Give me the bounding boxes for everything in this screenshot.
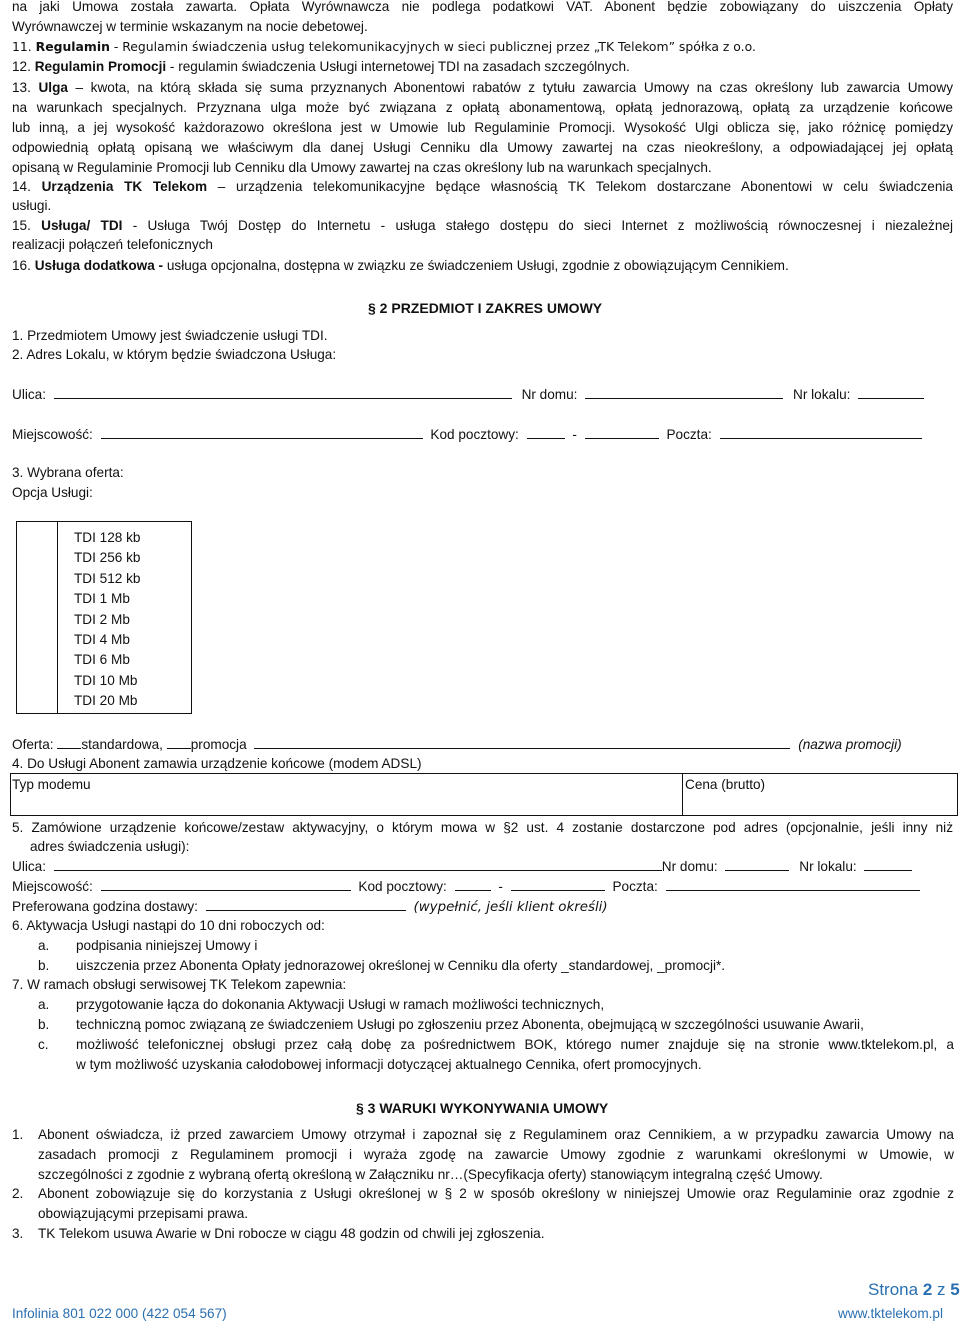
section-3-point-2-line-1: Abonent zobowiązuje się do korzystania z Usługi określonej w § 2 w sposób określony w niniejszej Umowie oraz Regulaminie oraz zgodnie z bbox=[38, 1186, 954, 1201]
section-3-point-2-line-2: obowiązującymi przepisami prawa. bbox=[38, 1206, 249, 1221]
modem-table-divider bbox=[682, 773, 683, 816]
section-3-point-2-number: 2. bbox=[12, 1186, 24, 1201]
definition-continuation-line-2: Wyrównawczej w terminie wskazanym na nocie debetowej. bbox=[12, 19, 368, 34]
house-number-field[interactable] bbox=[585, 385, 783, 399]
definition-14-line-2: usługi. bbox=[12, 198, 52, 213]
service-option: TDI 2 Mb bbox=[74, 611, 130, 627]
street-field[interactable] bbox=[54, 385, 512, 399]
website-link[interactable]: www.tktelekom.pl bbox=[838, 1306, 944, 1321]
definition-12: 12. Regulamin Promocji - regulamin świadczenia Usługi internetowej TDI na zasadach szczególnych. bbox=[12, 59, 630, 74]
point-6a-letter: a. bbox=[38, 938, 50, 953]
service-option: TDI 6 Mb bbox=[74, 652, 130, 668]
hotline: Infolinia 801 022 000 (422 054 567) bbox=[12, 1306, 227, 1321]
section-2-point-1: 1. Przedmiotem Umowy jest świadczenie usługi TDI. bbox=[12, 328, 328, 343]
section-3-point-1-line-1: Abonent oświadcza, iż przed zawarciem Umowy otrzymał i zapoznał się z Regulaminem oraz Cennikiem, a w przypadku zawarcia Umowy na bbox=[38, 1127, 954, 1142]
section-2-heading: § 2 PRZEDMIOT I ZAKRES UMOWY bbox=[368, 300, 603, 316]
point-7b: techniczną pomoc związaną ze świadczeniem Usługi po zgłoszeniu przez Abonenta, obejmującą w szczególności usuwanie Awarii, bbox=[76, 1017, 864, 1032]
definition-13-line-3: lub inną, a jej wysokość każdorazowo określona jest w Umowie lub Regulaminie Promocji. Wysokość Ulgi oblicza się, jako różnicę pomiędzy bbox=[12, 120, 953, 135]
offer-standard-label: standardowa, bbox=[81, 737, 167, 752]
point-6b-letter: b. bbox=[38, 958, 50, 973]
post-office-field[interactable] bbox=[720, 425, 922, 439]
section-3-point-1-line-3: szczególności z zgodnie z wybraną ofertą określoną w Załączniku nr…(Specyfikacja oferty) stanowiącym integralną część Umowy. bbox=[38, 1167, 823, 1182]
point-6b: uiszczenia przez Abonenta Opłaty jednorazowej określonej w Cenniku dla oferty _standardowej, _promocji*. bbox=[76, 958, 726, 973]
section-2-point-2: 2. Adres Lokalu, w którym będzie świadczona Usługa: bbox=[12, 347, 337, 362]
definition-15-line-1: 15. Usługa/ TDI - Usługa Twój Dostęp do Internetu - usługa stałego dostępu do sieci Internet z możliwością równoczesnej i niezależnej bbox=[12, 218, 953, 233]
delivery-city-label: Miejscowość: bbox=[12, 879, 93, 894]
postal-code-label: Kod pocztowy: bbox=[430, 427, 519, 442]
delivery-post-office-label: Poczta: bbox=[612, 879, 658, 894]
delivery-postal-code-label: Kod pocztowy: bbox=[358, 879, 447, 894]
point-6a: podpisania niniejszej Umowy i bbox=[76, 938, 258, 953]
service-option: TDI 256 kb bbox=[74, 550, 141, 566]
street-label: Ulica: bbox=[12, 387, 46, 402]
delivery-street-field[interactable] bbox=[54, 857, 662, 871]
house-number-label: Nr domu: bbox=[521, 387, 578, 402]
definition-continuation-line-1: na jaki Umowa została zawarta. Opłata Wyrównawcza nie podlega podatkowi VAT. Abonent będzie zobowiązany do uiszczenia Opłaty bbox=[12, 0, 953, 14]
section-3-point-3: TK Telekom usuwa Awarie w Dni robocze w ciągu 48 godzin od chwili jej zgłoszenia. bbox=[38, 1226, 545, 1241]
point-7b-letter: b. bbox=[38, 1017, 50, 1032]
promo-name-hint: (nazwa promocji) bbox=[798, 737, 902, 752]
delivery-postal-code-dash: - bbox=[498, 879, 503, 894]
service-option-label: Opcja Usługi: bbox=[12, 485, 93, 500]
delivery-apartment-field[interactable] bbox=[864, 857, 912, 871]
offer-label: Oferta: bbox=[12, 737, 58, 752]
service-options-list bbox=[74, 528, 141, 712]
delivery-house-number-label: Nr domu: bbox=[661, 859, 718, 874]
section-3-point-1-line-2: zasadach promocji z Regulaminem promocji i wyraża zgodę na zawarcie Umowy zgodnie z warunkami określonymi w Umowie, w bbox=[38, 1147, 954, 1162]
postal-code-dash: - bbox=[572, 427, 577, 442]
delivery-street-label: Ulica: bbox=[12, 859, 46, 874]
section-2-point-6: 6. Aktywacja Usługi nastąpi do 10 dni roboczych od: bbox=[12, 918, 325, 933]
post-office-label: Poczta: bbox=[666, 427, 712, 442]
delivery-address-street-row bbox=[12, 857, 912, 877]
service-option: TDI 512 kb bbox=[74, 570, 141, 586]
modem-table bbox=[10, 773, 958, 816]
section-2-point-3: 3. Wybrana oferta: bbox=[12, 465, 124, 480]
postal-code-field-2[interactable] bbox=[585, 425, 659, 439]
apartment-number-label: Nr lokalu: bbox=[793, 387, 851, 402]
modem-type-cell[interactable]: Typ modemu bbox=[12, 777, 91, 792]
delivery-apartment-label: Nr lokalu: bbox=[799, 859, 857, 874]
definition-13-line-5: opisaną w Regulaminie Promocji lub Cenniku dla Umowy zawartej na czas określony lub na warunkach specjalnych. bbox=[12, 160, 712, 175]
definition-11: 11. Regulamin - Regulamin świadczenia usług telekomunikacyjnych w sieci publicznej przez „TK Telekom” spółka z o.o. bbox=[12, 39, 756, 54]
section-3-point-1-number: 1. bbox=[12, 1127, 24, 1142]
service-option: TDI 1 Mb bbox=[74, 591, 130, 607]
definition-13-line-4: odpowiednią opłatą opisaną we właściwym dla danej Usługi Cenniku dla Umowy zawartej na czas nieokreślony, a odpowiadającej jej opłatą bbox=[12, 140, 953, 155]
address-row-city bbox=[12, 425, 922, 445]
delivery-time-field[interactable] bbox=[206, 897, 406, 911]
offer-promo-label: promocja bbox=[190, 737, 251, 752]
delivery-time-label: Preferowana godzina dostawy: bbox=[12, 899, 198, 914]
postal-code-field-1[interactable] bbox=[527, 425, 565, 439]
section-2-point-5-line-1: 5. Zamówione urządzenie końcowe/zestaw aktywacyjny, o którym mowa w §2 ust. 4 zostanie dostarczone pod adres (opcjonalnie, jeśli inny niż bbox=[12, 820, 953, 835]
promo-name-field[interactable] bbox=[254, 735, 790, 749]
delivery-time-hint: (wypełnić, jeśli klient określi) bbox=[413, 900, 608, 915]
definition-13-line-2: na warunkach specjalnych. Przyznana ulga może być związana z opłatą abonamentową, opłatą jednorazową, opłatą za urządzenie końcowe bbox=[12, 100, 953, 115]
delivery-time-row bbox=[12, 897, 608, 918]
point-7a: przygotowanie łącza do dokonania Aktywacji Usługi w ramach możliwości technicznych, bbox=[76, 997, 605, 1012]
section-3-heading: § 3 WARUKI WYKONYWANIA UMOWY bbox=[356, 1100, 609, 1116]
city-field[interactable] bbox=[101, 425, 423, 439]
point-7c-line-2: w tym możliwość uzyskania całodobowej informacji dotyczącej aktualnego Cennika, ofert promocyjnych. bbox=[76, 1057, 702, 1072]
delivery-postal-code-field-2[interactable] bbox=[511, 877, 605, 891]
point-7c-letter: c. bbox=[38, 1037, 49, 1052]
offer-row bbox=[12, 735, 902, 755]
offer-standard-checkbox[interactable] bbox=[57, 735, 81, 749]
definition-16: 16. Usługa dodatkowa - usługa opcjonalna, dostępna w związku ze świadczeniem Usługi, zgodnie z obowiązującym Cennikiem. bbox=[12, 258, 789, 273]
service-option: TDI 128 kb bbox=[74, 530, 141, 545]
apartment-number-field[interactable] bbox=[858, 385, 924, 399]
point-7a-letter: a. bbox=[38, 997, 50, 1012]
service-option: TDI 20 Mb bbox=[74, 693, 138, 709]
definition-15-line-2: realizacji połączeń telefonicznych bbox=[12, 237, 213, 252]
definition-13-line-1: 13. Ulga – kwota, na którą składa się suma przyznanych Abonentowi rabatów z tytułu zawarcia Umowy na czas określony lub zawarcia Umowy bbox=[12, 80, 954, 95]
page-number: Strona 2 z 5 bbox=[868, 1280, 960, 1299]
service-option: TDI 4 Mb bbox=[74, 632, 130, 648]
section-2-point-7: 7. W ramach obsługi serwisowej TK Telekom zapewnia: bbox=[12, 977, 347, 992]
service-options-checkbox-column[interactable] bbox=[16, 521, 58, 714]
delivery-post-office-field[interactable] bbox=[666, 877, 920, 891]
section-2-point-5-line-2: adres świadczenia usługi): bbox=[30, 839, 190, 854]
definition-14-line-1: 14. Urządzenia TK Telekom – urządzenia telekomunikacyjne będące własnością TK Telekom dostarczane Abonentowi w celu świadczenia bbox=[12, 179, 953, 194]
section-3-point-3-number: 3. bbox=[12, 1226, 24, 1241]
address-row-street bbox=[12, 385, 924, 405]
delivery-postal-code-field-1[interactable] bbox=[455, 877, 491, 891]
delivery-house-number-field[interactable] bbox=[725, 857, 789, 871]
delivery-address-city-row bbox=[12, 877, 920, 897]
offer-promo-checkbox[interactable] bbox=[167, 735, 191, 749]
service-option: TDI 10 Mb bbox=[74, 672, 138, 688]
point-7c-line-1: możliwość telefonicznej obsługi przez całą dobę za pośrednictwem BOK, którego numer znajduje się na stronie www.tktelekom.pl, a bbox=[76, 1037, 954, 1052]
city-label: Miejscowość: bbox=[12, 427, 93, 442]
modem-price-cell[interactable]: Cena (brutto) bbox=[685, 777, 766, 792]
section-2-point-4: 4. Do Usługi Abonent zamawia urządzenie końcowe (modem ADSL) bbox=[12, 756, 422, 771]
delivery-city-field[interactable] bbox=[101, 877, 351, 891]
